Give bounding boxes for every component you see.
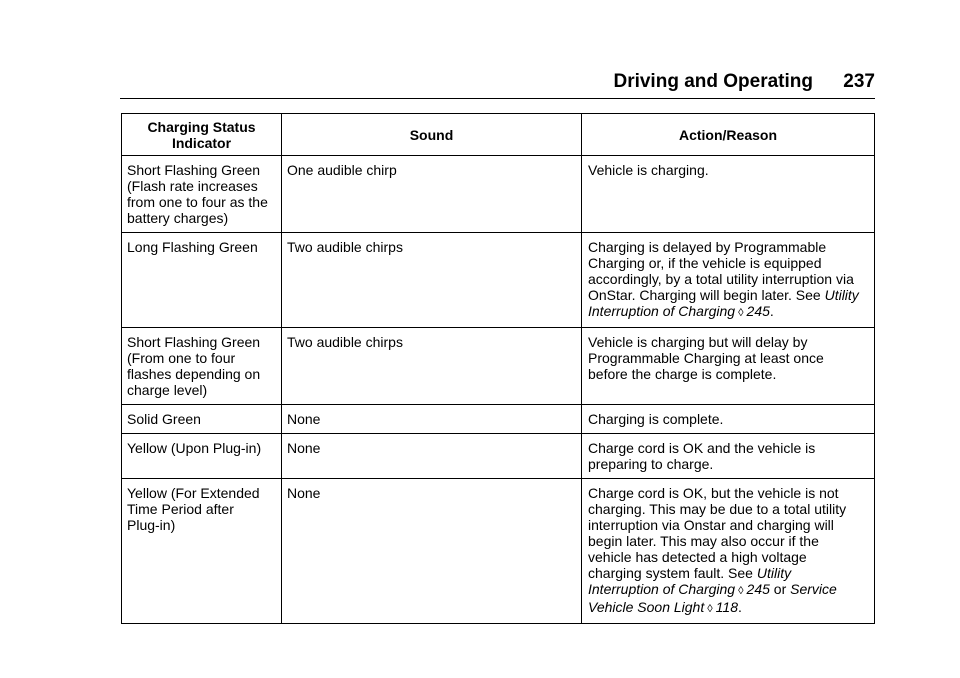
reason-connector: or xyxy=(769,581,791,597)
cell-sound: None xyxy=(282,479,582,624)
cell-reason xyxy=(582,405,875,434)
reason-line xyxy=(588,599,870,617)
reason-line: Vehicle is charging but will delay by xyxy=(588,334,808,350)
table-header-row xyxy=(122,114,875,156)
reason-text: OnStar. Charging will begin later. See xyxy=(588,287,825,303)
cell-indicator xyxy=(122,233,282,328)
indicator-line: (Flash rate increases xyxy=(127,178,258,194)
cell-sound: Two audible chirps xyxy=(282,233,582,328)
reason-punctuation: . xyxy=(738,599,742,615)
table-row xyxy=(122,434,875,479)
reason-line: before the charge is complete. xyxy=(588,366,777,382)
reason-line: preparing to charge. xyxy=(588,456,714,472)
column-header-indicator xyxy=(122,114,282,156)
cross-reference-link[interactable]: Interruption of Charging xyxy=(588,581,736,597)
cell-sound: One audible chirp xyxy=(282,156,582,233)
page-reference-icon: ◊ xyxy=(738,585,744,597)
cell-indicator xyxy=(122,405,282,434)
cell-indicator xyxy=(122,434,282,479)
cross-reference-link[interactable]: Utility xyxy=(824,287,859,303)
page-reference-number[interactable]: 118 xyxy=(715,599,738,615)
indicator-line: Time Period after xyxy=(127,501,234,517)
reason-line: Charging is delayed by Programmable xyxy=(588,239,827,255)
cell-reason xyxy=(582,156,875,233)
indicator-line: from one to four as the xyxy=(127,194,268,210)
table-row xyxy=(122,328,875,405)
page-number: 237 xyxy=(843,71,875,92)
table-row xyxy=(122,233,875,328)
cell-reason xyxy=(582,434,875,479)
cell-reason xyxy=(582,479,875,624)
reason-line: interruption via Onstar and charging will xyxy=(588,517,834,533)
table-row xyxy=(122,156,875,233)
reason-line: begin later. This may also occur if the xyxy=(588,533,819,549)
indicator-line: Yellow (Upon Plug-in) xyxy=(127,440,262,456)
cross-reference-link[interactable]: Utility xyxy=(756,565,792,581)
indicator-line: battery charges) xyxy=(127,210,229,226)
cell-sound: None xyxy=(282,434,582,479)
indicator-line: Short Flashing Green xyxy=(127,162,261,178)
cell-indicator xyxy=(122,328,282,405)
cross-reference-link[interactable]: Vehicle Soon Light xyxy=(588,599,705,615)
reason-line xyxy=(588,303,870,321)
reason-line: Charge cord is OK and the vehicle is xyxy=(588,440,816,456)
indicator-line: flashes depending on xyxy=(127,366,261,382)
page-reference-number[interactable]: 245 xyxy=(746,581,770,597)
indicator-line: Short Flashing Green xyxy=(127,334,261,350)
indicator-line: (From one to four xyxy=(127,350,236,366)
table-row xyxy=(122,405,875,434)
header-divider xyxy=(120,98,875,99)
table-row xyxy=(122,479,875,624)
reason-line: charging. This may be due to a total utility xyxy=(588,501,847,517)
reason-line: Charging or, if the vehicle is equipped xyxy=(588,255,822,271)
charging-status-table xyxy=(121,113,875,624)
reason-line: vehicle has detected a high voltage xyxy=(588,549,807,565)
cell-indicator xyxy=(122,479,282,624)
indicator-line: Solid Green xyxy=(127,411,201,427)
cell-reason xyxy=(582,233,875,328)
reason-line xyxy=(588,565,870,581)
cross-reference-link[interactable]: Interruption of Charging xyxy=(588,303,736,319)
reason-line: Vehicle is charging. xyxy=(588,162,709,178)
page-reference-icon: ◊ xyxy=(738,307,744,319)
column-header-indicator-line2: Indicator xyxy=(171,135,232,151)
page-header xyxy=(120,70,875,94)
reason-text: charging system fault. See xyxy=(588,565,757,581)
page-reference-icon: ◊ xyxy=(707,603,713,615)
cell-sound: None xyxy=(282,405,582,434)
reason-line: Charge cord is OK, but the vehicle is not xyxy=(588,485,839,501)
column-header-indicator-line1: Charging Status xyxy=(147,119,256,135)
reason-line xyxy=(588,581,870,599)
cell-indicator xyxy=(122,156,282,233)
indicator-line: Long Flashing Green xyxy=(127,239,258,255)
reason-line: Charging is complete. xyxy=(588,411,724,427)
page-reference-number[interactable]: 245 xyxy=(746,303,770,319)
indicator-line: charge level) xyxy=(127,382,208,398)
section-title: Driving and Operating xyxy=(613,71,813,92)
reason-line: Programmable Charging at least once xyxy=(588,350,824,366)
column-header-sound: Sound xyxy=(282,114,582,156)
reason-line xyxy=(588,287,870,303)
cell-sound: Two audible chirps xyxy=(282,328,582,405)
column-header-reason: Action/Reason xyxy=(582,114,875,156)
reason-line: accordingly, by a total utility interruption via xyxy=(588,271,854,287)
cell-reason xyxy=(582,328,875,405)
reason-punctuation: . xyxy=(769,303,774,319)
indicator-line: Plug-in) xyxy=(127,517,176,533)
cross-reference-link[interactable]: Service xyxy=(790,581,837,597)
indicator-line: Yellow (For Extended xyxy=(127,485,260,501)
